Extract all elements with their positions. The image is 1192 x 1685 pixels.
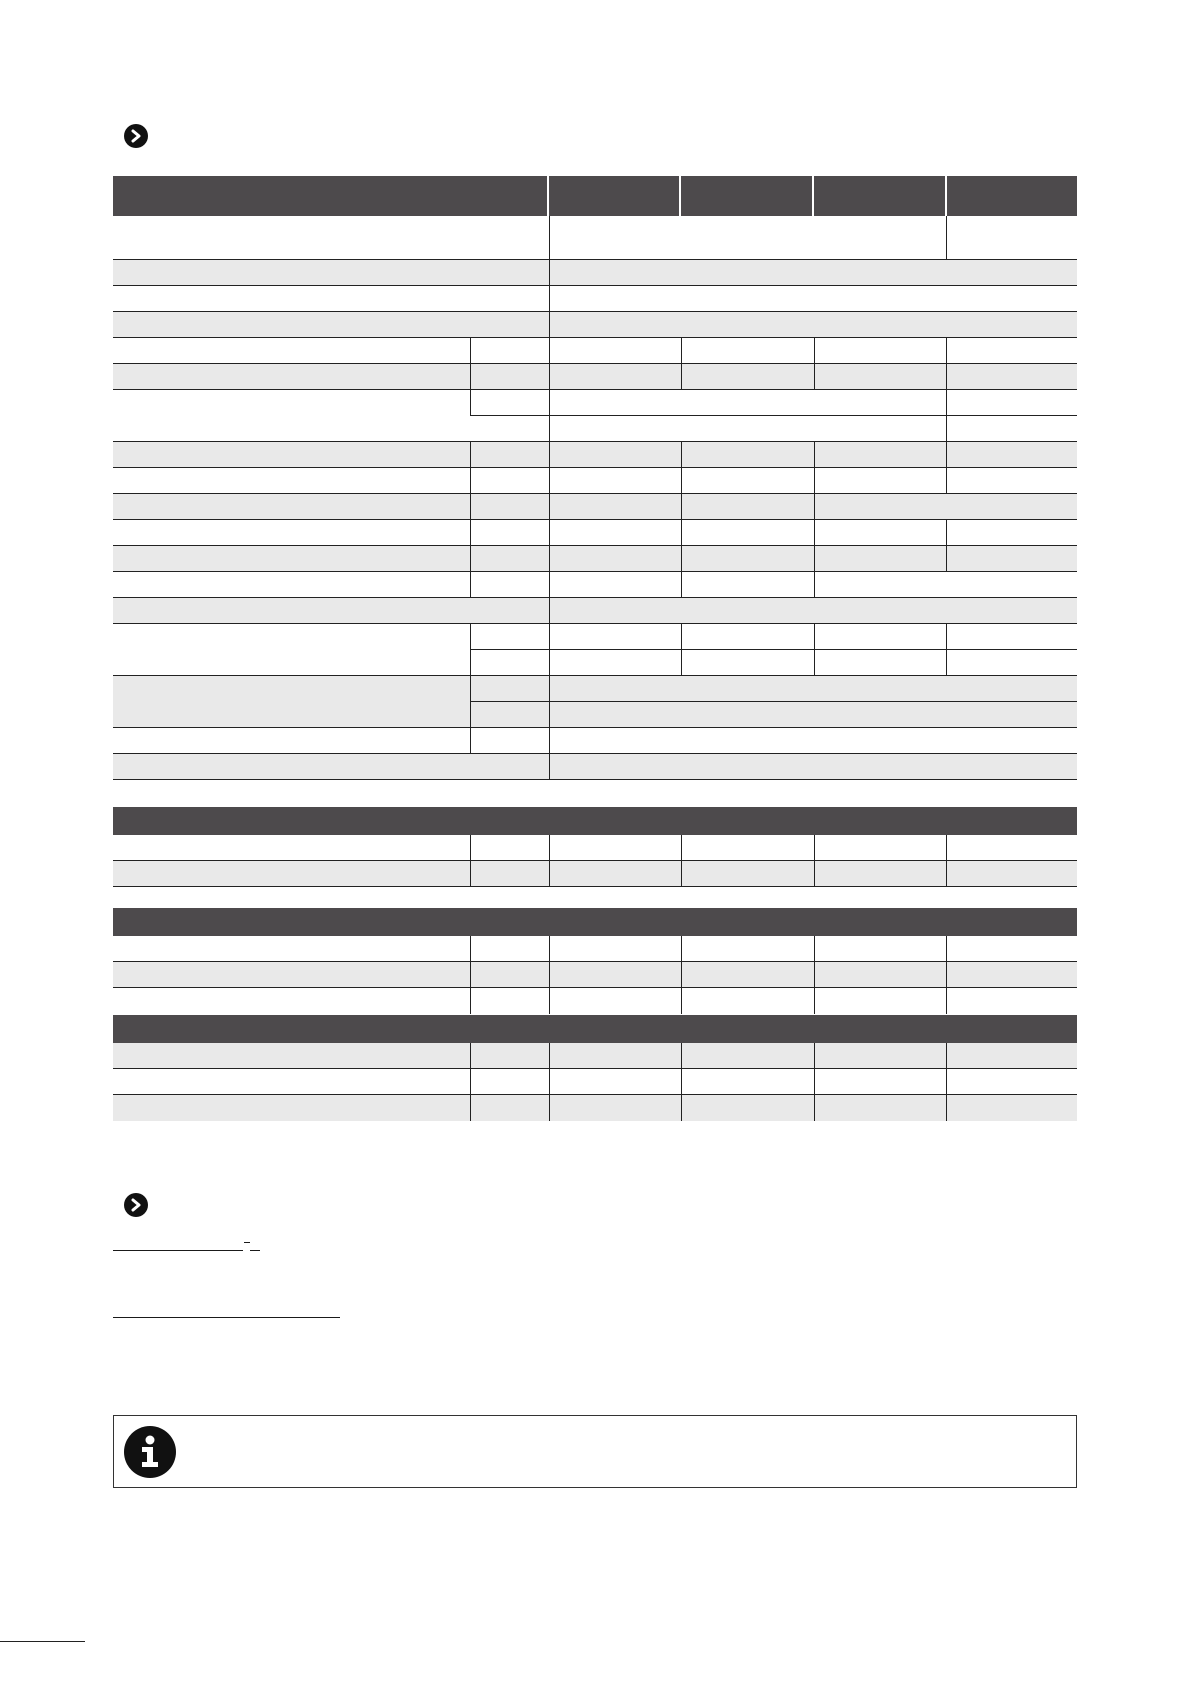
info-note-box [113, 1415, 1077, 1488]
table-row [113, 1069, 1077, 1095]
table-row [113, 442, 1077, 468]
table-row [113, 754, 1077, 780]
table-row [113, 416, 1077, 442]
table-row [113, 546, 1077, 572]
info-icon [124, 1426, 176, 1478]
table-row [113, 861, 1077, 887]
table-row [113, 390, 1077, 416]
table-row [113, 364, 1077, 390]
table-row [113, 572, 1077, 598]
underlined-link-line [244, 1242, 250, 1243]
table-row [113, 520, 1077, 546]
table-row [113, 312, 1077, 338]
table-row [113, 1043, 1077, 1069]
table-row [113, 286, 1077, 312]
table-row [113, 835, 1077, 861]
table-row [113, 338, 1077, 364]
table-row [113, 468, 1077, 494]
table-row [113, 216, 1077, 260]
footer-rule [0, 1641, 85, 1642]
table-row [113, 988, 1077, 1014]
section-arrow-icon [124, 1193, 148, 1217]
section-header-bar [113, 807, 1077, 835]
table-row [113, 598, 1077, 624]
table-row [113, 676, 1077, 702]
table-row [113, 702, 1077, 728]
underlined-link-line [113, 1317, 340, 1318]
underlined-link-line [113, 1250, 243, 1251]
table-row [113, 494, 1077, 520]
section-header-bar [113, 908, 1077, 936]
table-row [113, 260, 1077, 286]
table-row [113, 936, 1077, 962]
table-row [113, 1095, 1077, 1121]
section-header-bar [113, 1015, 1077, 1043]
table-row [113, 962, 1077, 988]
table-row [113, 728, 1077, 754]
table-row [113, 650, 1077, 676]
underlined-link-line [250, 1250, 260, 1251]
section-arrow-icon [124, 124, 148, 148]
table-row [113, 624, 1077, 650]
table-header [113, 176, 1077, 216]
